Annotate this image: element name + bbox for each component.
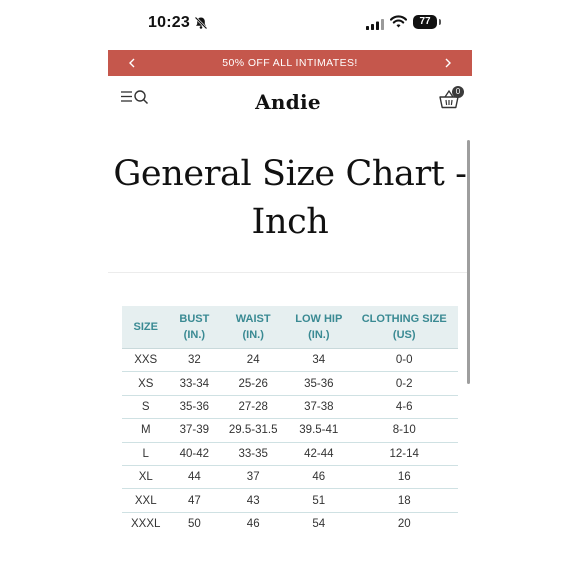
table-cell: 37-38: [287, 395, 350, 418]
status-time: 10:23: [148, 14, 190, 31]
table-cell: 18: [350, 489, 458, 512]
column-header-unit: (IN.): [242, 329, 264, 341]
site-header: [108, 80, 472, 128]
table-cell: XL: [122, 465, 169, 488]
cart-count-badge: 0: [452, 86, 464, 98]
table-cell: 37: [219, 465, 287, 488]
promo-text[interactable]: 50% OFF ALL INTIMATES!: [222, 57, 358, 69]
table-cell: 42-44: [287, 442, 350, 465]
table-row: [122, 465, 458, 488]
column-header-clothing-size: [350, 306, 458, 349]
table-cell: XXXL: [131, 517, 161, 530]
table-cell: 51: [287, 489, 350, 512]
table-cell: 25-26: [219, 372, 287, 395]
table-cell: 32: [169, 349, 219, 372]
table-cell: 8-10: [350, 419, 458, 442]
table-cell: XXS: [122, 349, 169, 372]
table-cell: 43: [219, 489, 287, 512]
table-cell: XS: [122, 372, 169, 395]
column-header-bust: [169, 306, 219, 349]
table-cell: 35-36: [169, 395, 219, 418]
table-row: [122, 372, 458, 395]
table-cell: 4-6: [350, 395, 458, 418]
column-header-unit: (IN.): [183, 329, 206, 341]
table-cell: 46: [246, 517, 260, 530]
table-cell: 24: [219, 349, 287, 372]
table-cell: 50: [187, 517, 201, 530]
table-cell: 0-2: [350, 372, 458, 395]
page-title: [108, 150, 472, 246]
column-header-line: CLOTHING SIZE: [361, 313, 447, 325]
wifi-icon: [390, 15, 407, 33]
column-header-waist: [219, 306, 287, 349]
table-cell: M: [122, 419, 169, 442]
column-header-low-hip: [287, 306, 350, 349]
column-header-unit: (US): [392, 329, 416, 341]
table-cell: 44: [169, 465, 219, 488]
table-cell: 29.5-31.5: [219, 419, 287, 442]
chevron-right-icon: [444, 58, 452, 68]
table-cell: 20: [397, 517, 411, 530]
size-chart-table: [122, 306, 458, 535]
table-row: [122, 489, 458, 512]
table-cell: 27-28: [219, 395, 287, 418]
page-title-line-2: Inch: [251, 202, 329, 242]
table-cell: 12-14: [350, 442, 458, 465]
table-cell: 37-39: [169, 419, 219, 442]
battery-cap: [439, 19, 441, 25]
mute-bell-icon: [194, 16, 208, 35]
promo-next-button[interactable]: [438, 52, 458, 74]
column-header-line: LOW HIP: [295, 313, 343, 325]
table-row: [122, 512, 458, 535]
table-cell: 34: [287, 349, 350, 372]
column-header-line: SIZE: [133, 321, 158, 333]
table-row: [122, 442, 458, 465]
table-cell: 33-35: [219, 442, 287, 465]
table-cell: S: [122, 395, 169, 418]
table-cell: 16: [350, 465, 458, 488]
table-cell: L: [122, 442, 169, 465]
table-row: [122, 349, 458, 372]
table-cell: 0-0: [350, 349, 458, 372]
table-cell: 54: [312, 517, 326, 530]
page-title-line-1: General Size Chart -: [113, 154, 467, 194]
promo-banner: [108, 50, 472, 76]
table-cell: XXL: [122, 489, 169, 512]
column-header-size: [122, 306, 169, 349]
cellular-signal-icon: [366, 17, 384, 35]
table-header-row: [122, 306, 458, 349]
column-header-unit: (IN.): [308, 329, 330, 341]
table-cell: 46: [287, 465, 350, 488]
brand-logo[interactable]: Andie: [255, 90, 321, 114]
column-header-line: WAIST: [235, 313, 271, 325]
column-header-line: BUST: [179, 313, 210, 325]
page-scrollbar[interactable]: [467, 140, 470, 384]
table-cell: 35-36: [287, 372, 350, 395]
table-cell: 47: [169, 489, 219, 512]
table-cell: 39.5-41: [287, 419, 350, 442]
divider: [108, 272, 470, 273]
battery-icon: 77: [413, 15, 437, 29]
table-row: [122, 395, 458, 418]
table-cell: 33-34: [169, 372, 219, 395]
table-row: [122, 419, 458, 442]
table-cell: 40-42: [169, 442, 219, 465]
status-bar: [108, 10, 472, 38]
